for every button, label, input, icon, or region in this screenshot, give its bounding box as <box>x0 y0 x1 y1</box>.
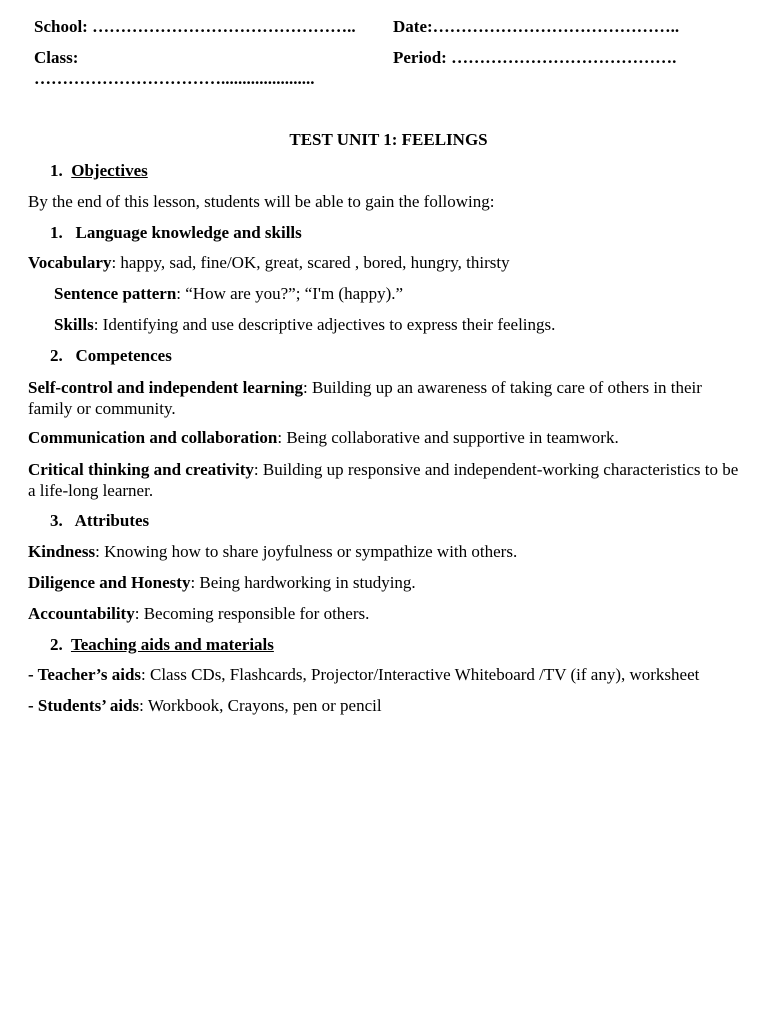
class-line: ……………………………...................... <box>34 69 315 88</box>
class-label: Class: <box>34 48 79 67</box>
term-text: : Identifying and use descriptive adjectives to express their feelings. <box>93 315 556 334</box>
section-objectives <box>50 161 148 181</box>
term-text: : Being collaborative and supportive in teamwork. <box>277 428 619 447</box>
subsection-attributes <box>50 511 149 531</box>
students-aids-line <box>28 696 382 716</box>
term-label: Sentence pattern <box>54 284 177 303</box>
term-label: Accountability <box>28 604 135 623</box>
section-number: 2. <box>50 635 63 654</box>
intro-text: By the end of this lesson, students will be able to gain the following: <box>28 192 495 211</box>
subsection-competences <box>50 346 172 366</box>
subsection-language <box>50 223 302 243</box>
date-field: Date:…………………………………….. <box>393 17 680 36</box>
section-heading: Teaching aids and materials <box>70 635 274 654</box>
vocabulary-line <box>28 253 510 273</box>
term-text: : “How are you?”; “I'm (happy).” <box>176 284 404 303</box>
accountability-line <box>28 604 369 624</box>
term-label: - Students’ aids <box>28 696 140 715</box>
diligence-line <box>28 573 416 593</box>
subsection-heading: Attributes <box>74 511 150 530</box>
term-label: Kindness <box>28 542 96 561</box>
term-text: : Workbook, Crayons, pen or pencil <box>139 696 382 715</box>
sentence-pattern-line <box>54 284 403 304</box>
term-label: Self-control and independent learning <box>28 378 304 397</box>
page-title: TEST UNIT 1: FEELINGS <box>289 130 488 149</box>
skills-line <box>54 315 555 335</box>
term-label: - Teacher’s aids <box>28 665 142 684</box>
communication-line <box>28 428 619 448</box>
term-label: Skills <box>54 315 94 334</box>
term-label: Vocabulary <box>28 253 112 272</box>
term-label: Communication and collaboration <box>28 428 278 447</box>
subsection-number: 3. <box>50 511 63 530</box>
subsection-number: 1. <box>50 223 63 242</box>
term-text: : Knowing how to share joyfulness or sympathize with others. <box>95 542 518 561</box>
kindness-line <box>28 542 517 562</box>
term-text: : Class CDs, Flashcards, Projector/Interactive Whiteboard /TV (if any), worksheet <box>141 665 700 684</box>
school-field: School: ……………………………………….. <box>34 17 356 36</box>
term-text: : Building up an awareness of taking care of others in their family or community. <box>28 378 702 418</box>
critical-thinking-paragraph <box>28 459 750 501</box>
subsection-heading: Competences <box>75 346 172 365</box>
section-number: 1. <box>50 161 63 180</box>
term-text: : Becoming responsible for others. <box>134 604 370 623</box>
subsection-number: 2. <box>50 346 63 365</box>
term-label: Diligence and Honesty <box>28 573 191 592</box>
period-field: Period: …………………………………. <box>393 48 677 67</box>
section-heading: Objectives <box>71 161 148 180</box>
term-label: Critical thinking and creativity <box>28 460 254 479</box>
term-text: : happy, sad, fine/OK, great, scared , bored, hungry, thirsty <box>111 253 510 272</box>
term-text: : Being hardworking in studying. <box>190 573 416 592</box>
subsection-heading: Language knowledge and skills <box>75 223 302 242</box>
section-teaching-aids <box>50 635 274 655</box>
term-text: : Building up responsive and independent-working characteristics to be a life-long learner. <box>28 460 739 500</box>
self-control-paragraph <box>28 377 750 419</box>
teacher-aids-line <box>28 665 699 685</box>
